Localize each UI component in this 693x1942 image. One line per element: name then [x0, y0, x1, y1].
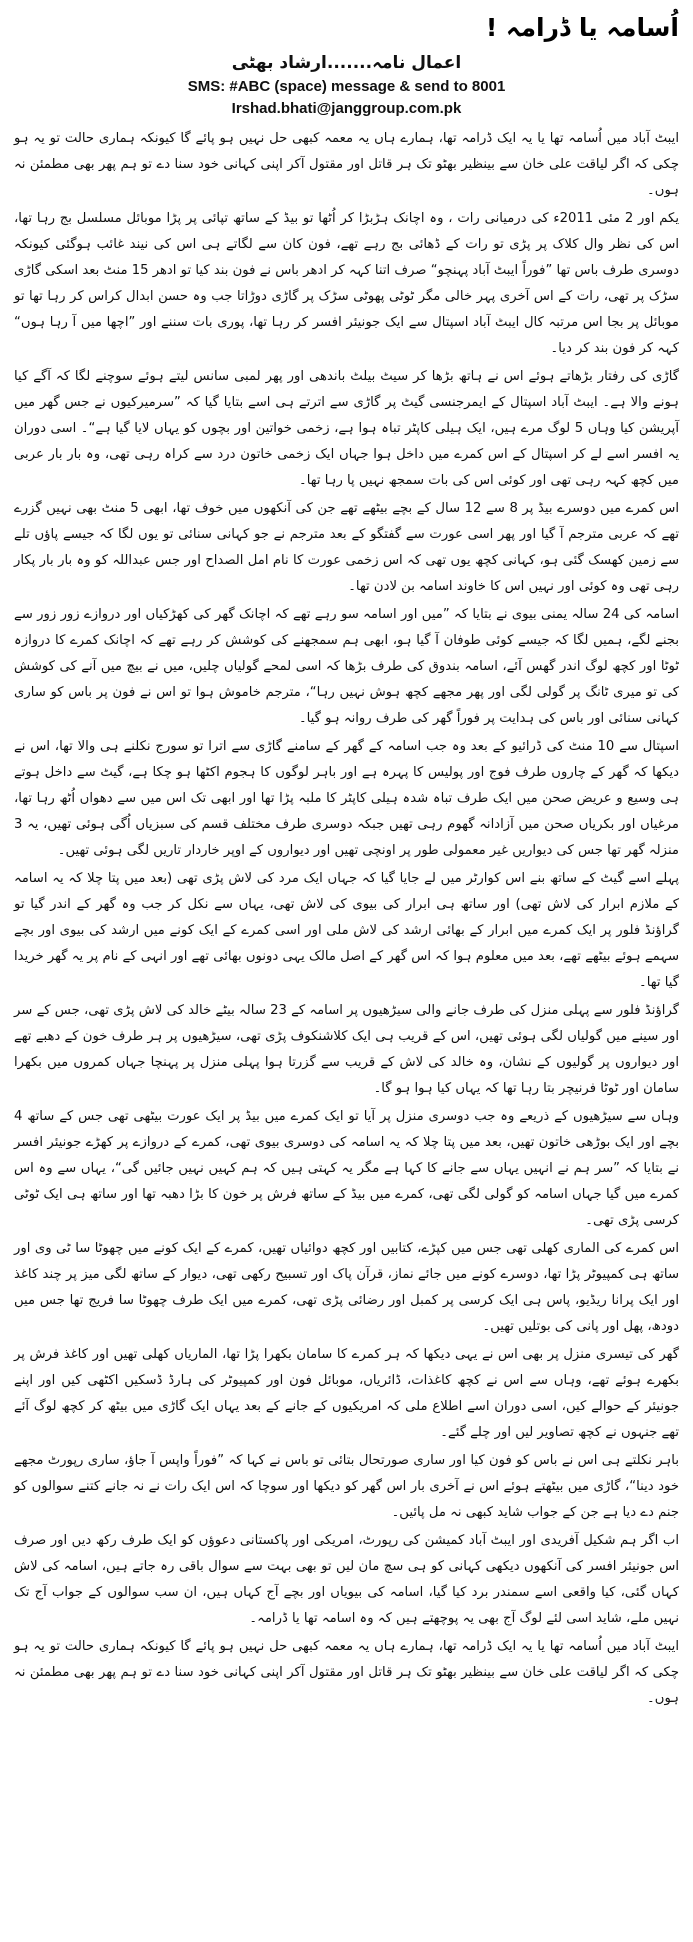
paragraph: گاڑی کی رفتار بڑھاتے ہوئے اس نے ہاتھ بڑھا کر سیٹ بیلٹ باندھی اور پھر لمبی سانس لیتے ہوئے سوچنے لگا کہ آگے کیا ہونے والا ہے۔ ایبٹ آباد اسپتال کے ایمرجنسی گیٹ پر گاڑی سے اترتے ہی اسے بتایا گیا کہ ”سرمیرکیوں نے جس گھر میں آپریشن کیا وہاں 5 لوگ مرے ہیں، ایک ہیلی کاپٹر تباہ ہوا ہے، زخمی خواتین اور بچوں کو یہاں لایا گیا ہے“۔ اسی دوران یہ افسر اسے لے کر اسپتال کے اس کمرے میں داخل ہوا جہاں ایک زخمی خاتون درد سے کراہ رہی تھی، وہ بار بار عربی میں کچھ کہہ رہی تھی اور کوئی اس کی بات سمجھ نہیں پا رہا تھا۔: [14, 369, 679, 488]
paragraph: اسامہ کی 24 سالہ یمنی بیوی نے بتایا کہ ”میں اور اسامہ سو رہے تھے کہ اچانک گھر کی کھڑکیاں اور دروازے زور زور سے بجنے لگے، ہمیں لگا کہ جیسے کوئی طوفان آ گیا ہو، ابھی ہم سمجھنے کی کوشش کر رہے تھے کہ اچانک کمرے کا دروازہ ٹوٹا اور کچھ لوگ اندر گھس آئے، اسامہ بندوق کی طرف بڑھا کہ اسی لمحے گولیاں چلیں، میں نے بیچ میں آنے کی کوشش کی تو میری ٹانگ پر گولی لگی اور پھر مجھے کچھ ہوش نہیں رہا“، مترجم خاموش ہوا تو اس نے فون پر باس کو ساری کہانی سنائی اور باس کی ہدایت پر فوراً گھر کی طرف روانہ ہو گیا۔: [14, 607, 679, 726]
paragraph: باہر نکلتے ہی اس نے باس کو فون کیا اور ساری صورتحال بتائی تو باس نے کہا کہ ”فوراً واپس آ جاؤ، ساری رپورٹ مجھے خود دینا“، گاڑی میں بیٹھتے ہوئے اس نے آخری بار اس گھر کو دیکھا اور سوچا کہ اس ایک رات نے نہ جانے کتنے سوالوں کو جنم دے دیا ہے جن کے جواب شاید کبھی نہ مل پائیں۔: [14, 1453, 679, 1520]
paragraph: اسپتال سے 10 منٹ کی ڈرائیو کے بعد وہ جب اسامہ کے گھر کے سامنے گاڑی سے اترا تو سورج نکلنے ہی والا تھا، اس نے دیکھا کہ گھر کے چاروں طرف فوج اور پولیس کا پہرہ ہے اور باہر لوگوں کا ہجوم اکٹھا ہو چکا ہے، گیٹ سے داخل ہوتے ہی وسیع و عریض صحن میں ایک طرف تباہ شدہ ہیلی کاپٹر کا ملبہ پڑا تھا اور ابھی تک اس میں سے دھواں اُٹھ رہا تھا، مرغیاں اور بکریاں صحن میں آزادانہ گھوم رہی تھیں جبکہ دوسری طرف مختلف قسم کی سبزیاں اُگی ہوئی تھیں، یہ 3 منزلہ گھر تھا جس کی دیواریں غیر معمولی طور پر اونچی تھیں اور دیواروں کے اوپر خاردار تاریں لگی ہوئی تھیں۔: [14, 739, 679, 858]
paragraph: یکم اور 2 مئی 2011ء کی درمیانی رات ، وہ اچانک ہڑبڑا کر اُٹھا تو بیڈ کے ساتھ تپائی پر پڑا موبائل مسلسل بج رہا تھا، اس کی نظر وال کلاک پر پڑی تو رات کے ڈھائی بج رہے تھے، فون کان سے لگاتے ہی اس کی نیند غائب ہوگئی کیونکہ دوسری طرف باس تھا ”فوراً ایبٹ آباد پہنچو“ صرف اتنا کہہ کر ادھر باس نے فون بند کیا تو ادھر 15 منٹ بعد اسکی گاڑی سڑک پر تھی، رات کے اس آخری پہر خالی مگر ٹوٹی پھوٹی سڑک پر گاڑی دوڑاتا جب وہ حسن ابدال کراس کر رہا تھا تو موبائل پر بجا اس مرتبہ کال ایبٹ آباد اسپتال سے ایک جونیئر افسر کر رہا تھا، پوری بات سننے اور ”اچھا میں آ رہا ہوں“ کہہ کر فون بند کر دیا۔: [14, 211, 679, 356]
author-email: Irshad.bhati@janggroup.com.pk: [231, 100, 462, 117]
article-title: اُسامہ یا ڈرامہ !: [485, 13, 679, 42]
paragraph: پہلے اسے گیٹ کے ساتھ بنے اس کوارٹر میں لے جایا گیا کہ جہاں ایک مرد کی لاش پڑی تھی (بعد میں پتا چلا کہ یہ اسامہ کے ملازم ابرار کی لاش تھی) اور ساتھ ہی ابرار کی بیوی کی لاش تھی، یہاں سے نکل کر جب وہ گھر کے اندر گیا تو گراؤنڈ فلور پر ایک کمرے میں ابرار کے بھائی ارشد کی لاش ملی اور اسی کمرے کے ایک کونے میں ارشد کی بیوی اور بچے سہمے ہوئے بیٹھے تھے، بعد میں معلوم ہوا کہ اس گھر کے اصل مالک یہی دونوں بھائی تھے اور انہی کے نام پر یہ گھر خریدا گیا تھا۔: [14, 871, 679, 990]
paragraph: گراؤنڈ فلور سے پہلی منزل کی طرف جانے والی سیڑھیوں پر اسامہ کے 23 سالہ بیٹے خالد کی لاش پڑی تھی، جس کے سر اور سینے میں گولیاں لگی ہوئی تھیں، اس کے قریب ہی ایک کلاشنکوف پڑی تھی، سیڑھیوں پر ہر طرف خون کے دھبے تھے اور دیواروں پر گولیوں کے نشان، وہ خالد کی لاش کے قریب سے گزرتا ہوا پہلی منزل پر پہنچا جہاں کمروں میں بکھرا سامان اور ٹوٹا فرنیچر بتا رہا تھا کہ یہاں کیا ہوا ہو گا۔: [14, 1003, 679, 1096]
paragraph: ایبٹ آباد میں اُسامہ تھا یا یہ ایک ڈرامہ تھا، ہمارے ہاں یہ معمہ کبھی حل نہیں ہو پائے گا کیونکہ ہماری حالت تو یہ ہو چکی کہ اگر لیاقت علی خان سے بینظیر بھٹو تک ہر قاتل اور مقتول آکر اپنی کہانی خود سنا دے تو ہم پھر بھی مطمئن نہ ہوں۔: [14, 131, 679, 198]
byline: [14, 50, 679, 120]
article-body: [14, 126, 679, 1712]
paragraph: گھر کی تیسری منزل پر بھی اس نے یہی دیکھا کہ ہر کمرے کا سامان بکھرا پڑا تھا، الماریاں کھلی تھیں اور کاغذ فرش پر بکھرے ہوئے تھے، وہاں سے اس نے کچھ کاغذات، ڈائریاں، موبائل فون اور کمپیوٹر کی ہارڈ ڈسکیں اکٹھی کیں اور اپنے جونیئر کے حوالے کیں، اسی دوران اسے اطلاع ملی کہ امریکیوں کے جانے کے بعد یہاں ایک گاڑی میں بیٹھ کر کچھ لوگ آئے تھے جنہوں نے کچھ تصاویر لیں اور چلے گئے۔: [14, 1347, 679, 1440]
paragraph: ایبٹ آباد میں اُسامہ تھا یا یہ ایک ڈرامہ تھا، ہمارے ہاں یہ معمہ کبھی حل نہیں ہو پائے گا کیونکہ ہماری حالت تو یہ ہو چکی کہ اگر لیاقت علی خان سے بینظیر بھٹو تک ہر قاتل اور مقتول آکر اپنی کہانی خود سنا دے تو ہم پھر بھی مطمئن نہ ہوں۔: [14, 1639, 679, 1706]
paragraph: اس کمرے میں دوسرے بیڈ پر 8 سے 12 سال کے بچے بیٹھے تھے جن کی آنکھوں میں خوف تھا، ابھی 5 منٹ بھی نہیں گزرے تھے کہ عربی مترجم آ گیا اور پھر اسی عورت سے گفتگو کے بعد مترجم نے جو کہانی سنائی تو یوں لگا کہ جیسے پاؤں تلے سے زمین کھسک گئی ہو، کہانی کچھ یوں تھی کہ اس زخمی عورت کا نام امل الصداح اور جس عبداللہ کو وہ بار بار پکار رہی تھی وہ کوئی اور نہیں اس کا خاوند اسامہ بن لادن تھا۔: [14, 501, 679, 594]
paragraph: اب اگر ہم شکیل آفریدی اور ایبٹ آباد کمیشن کی رپورٹ، امریکی اور پاکستانی دعوؤں کو ایک طرف رکھ دیں اور صرف اس جونیئر افسر کی آنکھوں دیکھی کہانی کو ہی سچ مان لیں تو بھی بہت سے سوال باقی رہ جاتے ہیں، اسامہ کی لاش کہاں گئی، کیا واقعی اسے سمندر برد کیا گیا، اسامہ کی بیویاں اور بچے آج کہاں ہیں، ان سب سوالوں کے جواب آج تک نہیں ملے، شاید اسی لئے لوگ آج بھی یہ پوچھتے ہیں کہ وہ اسامہ تھا یا ڈرامہ۔: [14, 1533, 679, 1626]
paragraph: وہاں سے سیڑھیوں کے ذریعے وہ جب دوسری منزل پر آیا تو ایک کمرے میں بیڈ پر ایک عورت بیٹھی تھی جس کے ساتھ 4 بچے اور ایک بوڑھی خاتون تھیں، بعد میں پتا چلا کہ یہ اسامہ کی دوسری بیوی تھی، کمرے کے دروازے پر کھڑے جونیئر افسر نے بتایا کہ ”سر ہم نے انہیں یہاں سے جانے کا کہا ہے مگر یہ کہتی ہیں کہ ہم کہیں نہیں جائیں گی“، یہاں سے وہ اس کمرے میں گیا جہاں اسامہ کو گولی لگی تھی، کمرے میں بیڈ کے ساتھ فرش پر خون کا بڑا دھبہ تھا اور ساتھ ہی ایک ٹوٹی کرسی پڑی تھی۔: [14, 1109, 679, 1228]
paragraph: اس کمرے کی الماری کھلی تھی جس میں کپڑے، کتابیں اور کچھ دوائیاں تھیں، کمرے کے ایک کونے میں چھوٹا سا ٹی وی اور ساتھ ہی کمپیوٹر پڑا تھا، دوسرے کونے میں جائے نماز، قرآن پاک اور تسبیح رکھی تھی، دیوار کے ساتھ لگی میز پر چند کاغذ اور ایک پرانا ریڈیو، پاس ہی ایک کرسی پر کمبل اور رضائی پڑی تھی، کمرے میں ایک طرف چھوٹا سا فریج تھا جس میں دودھ، پھل اور پانی کی بوتلیں تھیں۔: [14, 1241, 679, 1334]
column-name: اعمال نامہ.......ارشاد بھٹی: [231, 53, 462, 73]
sms-line: SMS: #ABC (space) message & send to 8001: [187, 78, 506, 95]
